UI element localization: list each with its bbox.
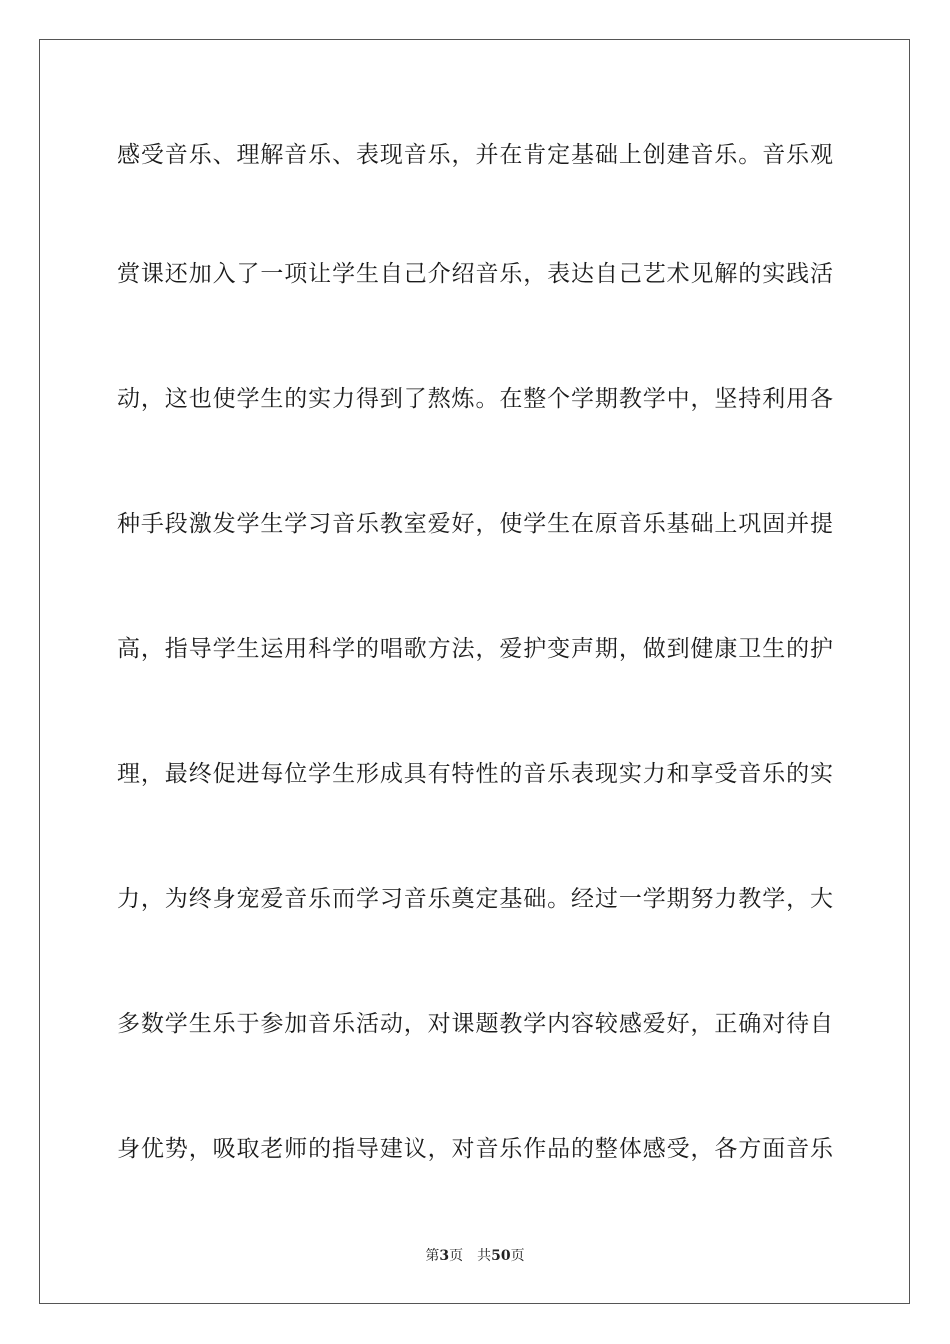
text-line-8: 多数学生乐于参加音乐活动，对课题教学内容较感爱好，正确对待自 (117, 1011, 833, 1037)
total-pages: 50 (491, 1248, 511, 1264)
text-line-5: 高，指导学生运用科学的唱歌方法，爱护变声期，做到健康卫生的护 (117, 636, 833, 662)
page-number: 3 (439, 1248, 450, 1264)
page-suffix: 页 (449, 1248, 464, 1264)
total-prefix: 共 (477, 1248, 492, 1264)
text-line-2: 赏课还加入了一项让学生自己介绍音乐，表达自己艺术见解的实践活 (117, 261, 833, 287)
page-prefix: 第 (425, 1248, 440, 1264)
page-border (39, 39, 910, 1304)
page-footer (0, 1247, 950, 1265)
text-line-7: 力，为终身宠爱音乐而学习音乐奠定基础。经过一学期努力教学，大 (117, 886, 833, 912)
text-line-3: 动，这也使学生的实力得到了熬炼。在整个学期教学中，坚持利用各 (117, 386, 833, 412)
total-suffix: 页 (510, 1248, 525, 1264)
text-line-1: 感受音乐、理解音乐、表现音乐，并在肯定基础上创建音乐。音乐观 (117, 142, 833, 168)
text-line-4: 种手段激发学生学习音乐教室爱好，使学生在原音乐基础上巩固并提 (117, 511, 833, 537)
text-line-9: 身优势，吸取老师的指导建议，对音乐作品的整体感受，各方面音乐 (117, 1136, 833, 1162)
text-line-6: 理，最终促进每位学生形成具有特性的音乐表现实力和享受音乐的实 (117, 761, 833, 787)
